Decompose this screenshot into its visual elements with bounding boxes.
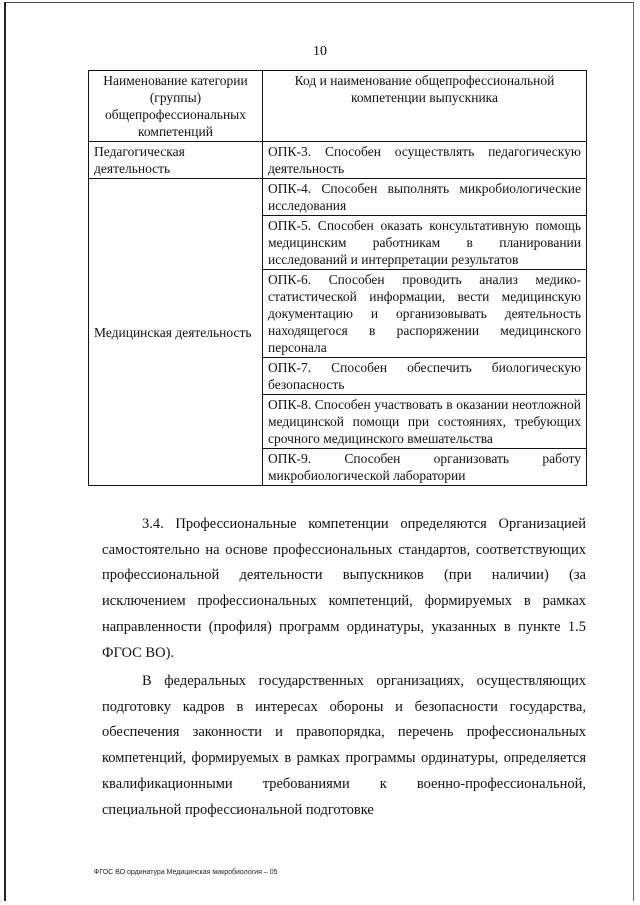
table-row: [89, 142, 587, 179]
table-row: [89, 179, 587, 216]
table-header-row: [89, 71, 587, 142]
page-number: 10: [313, 44, 327, 59]
competence-cell: ОПК-8. Способен участвовать в оказании неотложной медицинской помощи при состояниях, требующих срочного медицинского вмешательства: [263, 395, 587, 449]
competence-cell: ОПК-7. Способен обеспечить биологическую безопасность: [263, 358, 587, 395]
competencies-table: [88, 70, 587, 486]
paragraph-federal-organizations: В федеральных государственных организациях, осуществляющих подготовку кадров в интересах обороны и безопасности государства, обеспечения законности и правопорядка, перечень профессиональных компетенций, формируемых в рамках программы ординатуры, определяется квалификационными требованиями к военно-профессиональной, специальной профессиональной подготовке: [102, 673, 586, 818]
competence-cell: ОПК-9. Способен организовать работу микробиологической лаборатории: [263, 449, 587, 486]
category-cell: Педагогическая деятельность: [89, 142, 263, 179]
competence-cell: ОПК-4. Способен выполнять микробиологические исследования: [263, 179, 587, 216]
paragraph-professional-competencies: 3.4. Профессиональные компетенции определяются Организацией самостоятельно на основе профессиональных стандартов, соответствующих профессиональной деятельности выпускников (при наличии) (за исключением профессиональных компетенций, формируемых в рамках направленности (профиля) программ ординатуры, указанных в пункте 1.5 ФГОС ВО).: [102, 516, 586, 661]
competence-cell: ОПК-5. Способен оказать консультативную помощь медицинским работникам в планировании исследований и интерпретации результатов: [263, 216, 587, 270]
footer-text: ФГОС ВО ординатура Медицинская микробиология – 05: [94, 869, 278, 876]
competence-cell: ОПК-6. Способен проводить анализ медико-статистической информации, вести медицинскую документацию и организовывать деятельность находящегося в распоряжении медицинского персонала: [263, 270, 587, 358]
category-cell: Медицинская деятельность: [89, 179, 263, 486]
header-category: Наименование категории (группы) общепрофессиональных компетенций: [89, 71, 263, 142]
competence-cell: ОПК-3. Способен осуществлять педагогическую деятельность: [263, 142, 587, 179]
header-code: Код и наименование общепрофессиональной компетенции выпускника: [263, 71, 587, 142]
